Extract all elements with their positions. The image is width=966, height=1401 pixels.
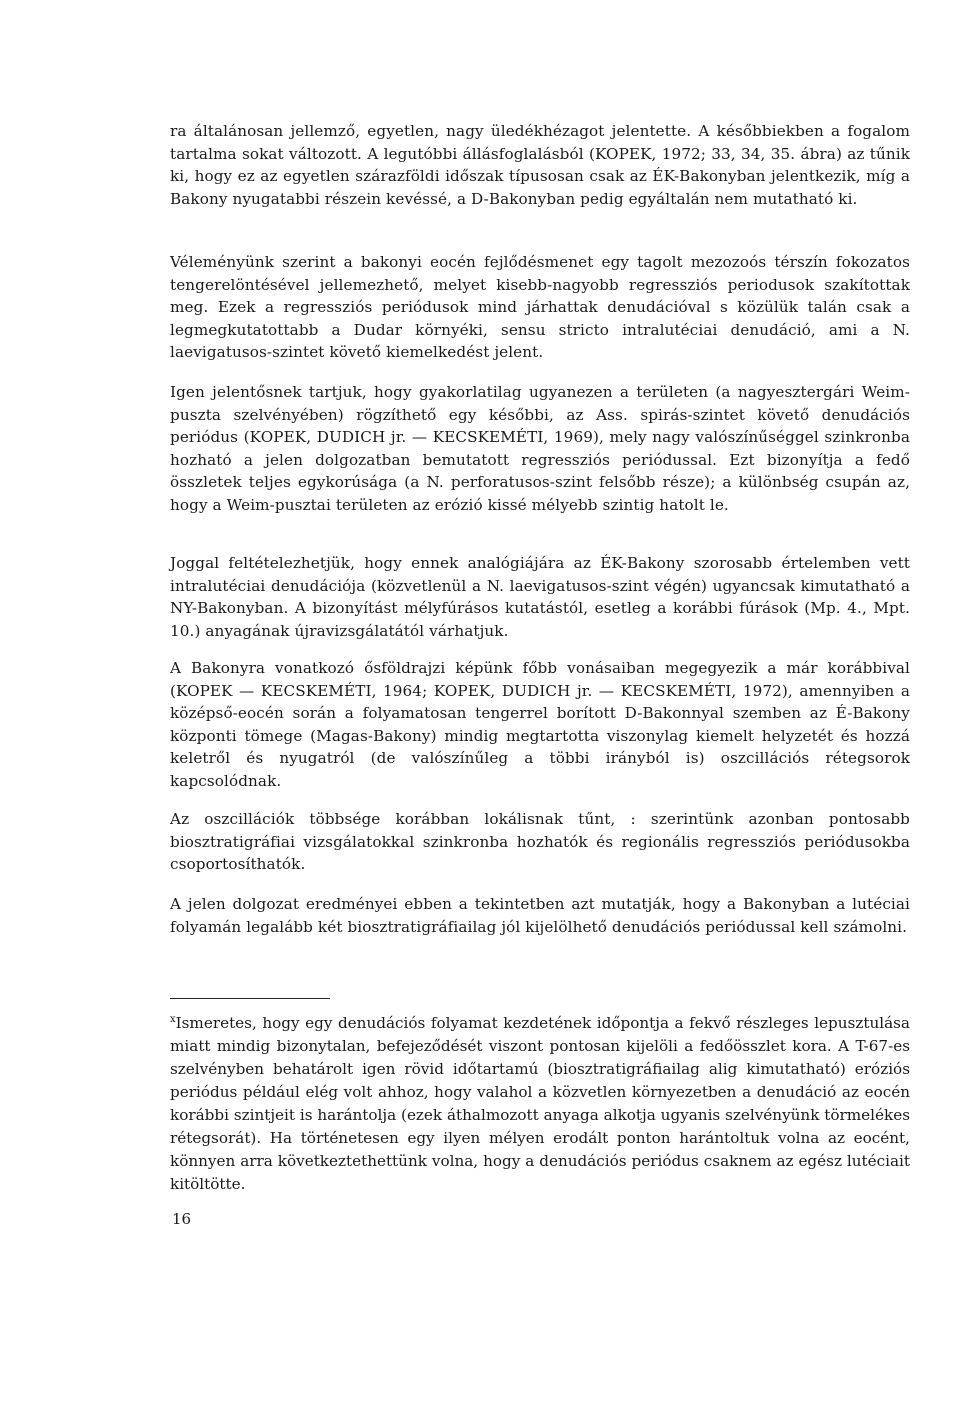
paragraph-2: Véleményünk szerint a bakonyi eocén fejlődésmenet egy tagolt mezozoós térszín fokozatos tengerelöntésével jellemezhető, melyet kisebb-nagyobb regressziós periodusok szakítottak meg. Ezek a regressziós periódusok mind járhattak denudációval s közülük talán csak a legmegkutatottabb a Dudar környéki, sensu stricto intralutéciai denudáció, ami a N. laevigatusos-szintet követő kiemelkedést jelent. <box>170 253 910 362</box>
paragraph-6: Az oszcillációk többsége korábban lokálisnak tűnt, : szerintünk azonban pontosabb biosztratigráfiai vizsgálatokkal szinkronba hozhatók és regionális regressziós periódusokba csoportosíthatók. <box>170 810 910 874</box>
page-number: 16 <box>172 1210 192 1228</box>
paragraph-5: A Bakonyra vonatkozó ősföldrajzi képünk főbb vonásaiban megegyezik a már korábbival (KOPEK — KECSKEMÉTI, 1964; KOPEK, DUDICH jr. — KECSKEMÉTI, 1972), amennyiben a középső-eocén során a folyamatosan tengerrel borított D-Bakonnyal szemben az É-Bakony központi tömege (Magas-Bakony) mindig megtartotta viszonylag kiemelt helyzetét és hozzá keletről és nyugatról (de valószínűleg a többi irányból is) oszcillációs rétegsorok kapcsolódnak. <box>170 659 910 790</box>
footnote-divider <box>170 998 330 999</box>
paragraph-1: ra általánosan jellemző, egyetlen, nagy üledékhézagot jelentette. A későbbiekben a fogalom tartalma sokat változott. A legutóbbi állásfoglalásból (KOPEK, 1972; 33, 34, 35. ábra) az tűnik ki, hogy ez az egyetlen szárazföldi időszak típusosan csak az ÉK-Bakonyban jelentkezik, míg a Bakony nyugatabbi részein kevéssé, a D-Bakonyban pedig egyáltalán nem mutatható ki. <box>170 122 910 208</box>
footnote-marker: x <box>170 1013 176 1025</box>
footnote <box>170 1012 910 1196</box>
paragraph-7: A jelen dolgozat eredményei ebben a tekintetben azt mutatják, hogy a Bakonyban a lutéciai folyamán legalább két biosztratigráfiailag jól kijelölhető denudációs periódussal kell számolni. <box>170 895 910 936</box>
paragraph-4: Joggal feltételezhetjük, hogy ennek analógiájára az ÉK-Bakony szorosabb értelemben vett intralutéciai denudációja (közvetlenül a N. laevigatusos-szint végén) ugyancsak kimutatható a NY-Bakonyban. A bizonyítást mélyfúrásos kutatástól, esetleg a korábbi fúrások (Mp. 4., Mpt. 10.) anyagának újravizsgálatától várhatjuk. <box>170 554 910 640</box>
footnote-text: Ismeretes, hogy egy denudációs folyamat kezdetének időpontja a fekvő részleges lepusztulása miatt mindig bizonytalan, befejeződését viszont pontosan kijelöli a fedőösszlet kora. A T-67-es szelvényben behatárolt igen rövid időtartamú (biosztratigráfiailag alig kimutatható) eróziós periódus például elég volt ahhoz, hogy valahol a közvetlen környezetben a denudáció az eocén korábbi szintjeit is harántolja (ezek áthalmozott anyaga alkotja ugyanis szelvényünk törmelékes rétegsorát). Ha történetesen egy ilyen mélyen erodált ponton harántoltuk volna az eocént, könnyen arra következtethettünk volna, hogy a denudációs periódus csaknem az egész lutéciait kitöltötte. <box>170 1014 910 1193</box>
paragraph-3: Igen jelentősnek tartjuk, hogy gyakorlatilag ugyanezen a területen (a nagyesztergári Weim-puszta szelvényében) rögzíthető egy későbbi, az Ass. spirás-szintet követő denudációs periódus (KOPEK, DUDICH jr. — KECSKEMÉTI, 1969), mely nagy valószínűséggel szinkronba hozható a jelen dolgozatban bemutatott regressziós periódussal. Ezt bizonyítja a fedő összletek teljes egykorúsága (a N. perforatusos-szint felsőbb része); a különbség csupán az, hogy a Weim-pusztai területen az erózió kissé mélyebb szintig hatolt le. <box>170 383 910 514</box>
